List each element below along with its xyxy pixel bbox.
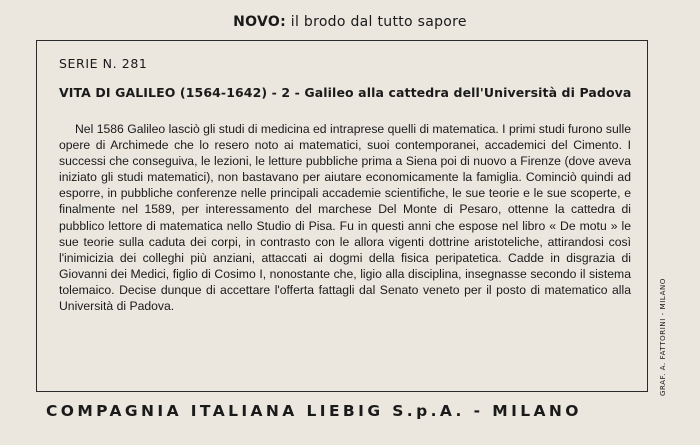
tagline: il brodo dal tutto sapore xyxy=(290,14,467,30)
card-body-text: Nel 1586 Galileo lasciò gli studi di medicina ed intraprese quelli di matematica. I primi studi furono sulle opere di Archimede che lo resero noto ai matematici, suoi contemporanei, accademici del Cimento. I successi che conseguiva, le lezioni, le letture pubbliche prima a Siena poi di nuovo a Firenze (dove aveva iniziato gli studi matematici), non bastavano per aiutare economicamente la famiglia. Cominciò quindi ad esporre, in pubbliche conferenze nelle principali accademie scientifiche, le sue teorie e le sue scoperte, e finalmente nel 1589, per interessamento del marchese Del Monte di Pesaro, ottenne la cattedra di pubblico lettore di matematica nello Studio di Pisa. Fu in questi anni che espose nel libro « De motu » le sue teorie sulla caduta dei corpi, in contrasto con le allora vigenti dottrine aristoteliche, attirandosi così l'inimicizia dei colleghi più anziani, attaccati ai dogmi della fisica peripatetica. Cadde in disgrazia di Giovanni dei Medici, figlio di Cosimo I, nonostante che, ligio alla disciplina, insegnasse secondo il sistema tolemaico. Decise dunque di accettare l'offerta fattagli dal Senato veneto per il posto di matematico alla Università di Padova. xyxy=(59,122,631,314)
series-number: SERIE N. 281 xyxy=(59,56,148,71)
header-line xyxy=(0,14,700,30)
brand-name: NOVO: xyxy=(233,14,286,30)
printer-credit: GRAF. A. FATTORINI - MILANO xyxy=(659,278,667,396)
company-footer: COMPAGNIA ITALIANA LIEBIG S.p.A. - MILANO xyxy=(46,402,582,420)
card-title: VITA DI GALILEO (1564-1642) - 2 - Galileo alla cattedra dell'Università di Padova xyxy=(59,85,632,100)
card-frame xyxy=(36,40,648,392)
